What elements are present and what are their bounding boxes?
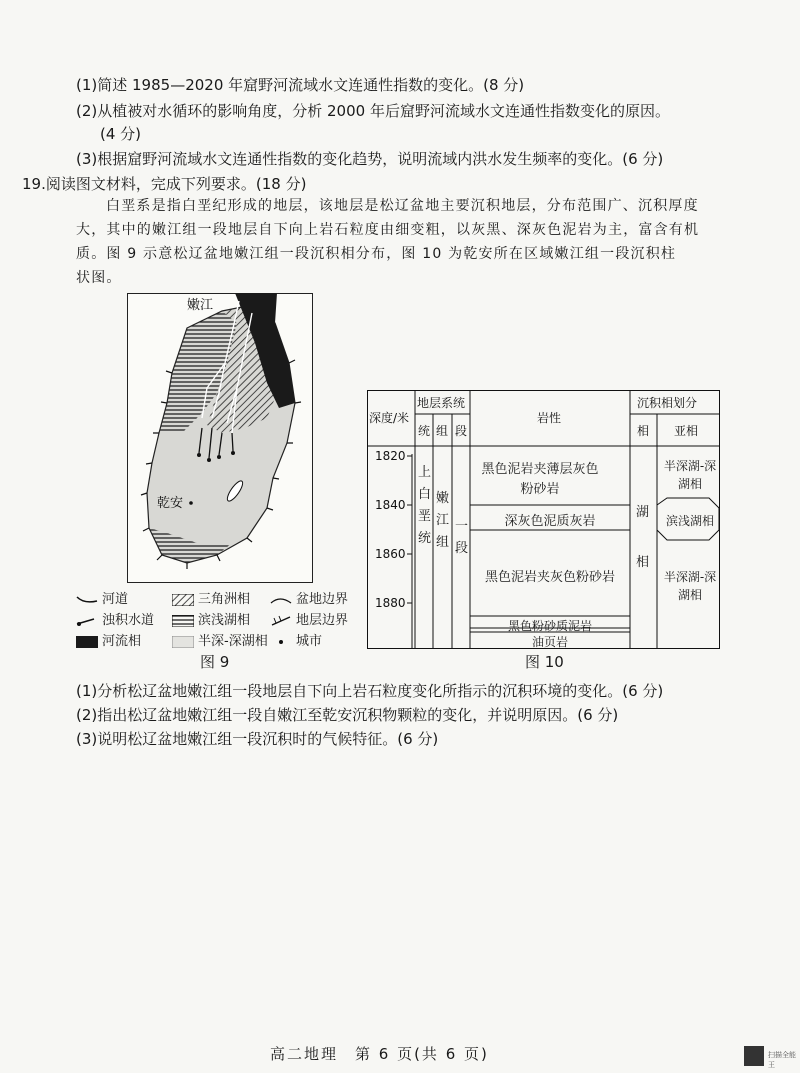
q19-para-line4: 状图。 <box>76 270 122 286</box>
column-formation-label: 嫩江组 <box>436 491 450 550</box>
q19-part3: (3)说明松辽盆地嫩江组一段沉积时的气候特征。(6 分) <box>76 730 439 748</box>
legend-deep-lake: 半深-深湖相 <box>172 630 268 649</box>
basin-boundary-icon <box>270 595 292 605</box>
strata-boundary-icon <box>270 615 292 627</box>
header-member: 段 <box>455 424 468 438</box>
column-system-label: 上白垩统 <box>418 465 432 546</box>
header-depth: 深度/米 <box>369 411 410 425</box>
legend-fluvial: 河流相 <box>76 630 141 649</box>
q19-para-line1: 白垩系是指白垩纪形成的地层，该地层是松辽盆地主要沉积地层，分布范围广、沉积厚度 <box>106 198 699 214</box>
city-icon <box>270 637 292 647</box>
map-label-nenjiang: 嫩江 <box>187 298 214 313</box>
depth-1880: 1880 <box>375 596 406 610</box>
river-icon <box>76 595 98 605</box>
header-system: 统 <box>418 424 431 438</box>
lithology-1: 黑色泥岩夹薄层灰色粉砂岩 <box>481 462 599 497</box>
shallow-lake-icon <box>172 615 194 627</box>
watermark-label: 扫描全能王 <box>768 1051 796 1069</box>
fig10-caption: 图 10 <box>525 653 564 671</box>
legend-delta: 三角洲相 <box>172 588 250 607</box>
facies-label: 湖相 <box>636 505 650 570</box>
header-facies: 相 <box>637 424 650 438</box>
header-facies-div: 沉积相划分 <box>637 396 698 410</box>
legend-turbidite: 浊积水道 <box>76 609 154 628</box>
page-footer: 高二地理 第 6 页(共 6 页) <box>270 1045 489 1063</box>
header-subfacies: 亚相 <box>674 424 699 438</box>
legend-river: 河道 <box>76 588 128 607</box>
map-label-qianan: 乾安 <box>157 496 184 511</box>
q18-part2: (2)从植被对水循环的影响角度，分析 2000 年后窟野河流域水文连通性指数变化的原因。 <box>76 102 670 120</box>
lithology-2: 深灰色泥质灰岩 <box>504 514 596 529</box>
q19-title: 19.阅读图文材料，完成下列要求。(18 分) <box>22 175 307 193</box>
legend-shallow-lake: 滨浅湖相 <box>172 609 250 628</box>
depth-1860: 1860 <box>375 547 406 561</box>
subfacies-1: 半深湖-深湖相 <box>663 459 717 491</box>
q18-part2-score: (4 分) <box>100 125 142 143</box>
header-lithology: 岩性 <box>537 411 562 425</box>
q19-part1: (1)分析松辽盆地嫩江组一段地层自下向上岩石粒度变化所指示的沉积环境的变化。(6 分) <box>76 682 664 700</box>
column-member-label: 一段 <box>455 519 469 556</box>
q19-para-line3: 质。图 9 示意松辽盆地嫩江组一段沉积相分布，图 10 为乾安所在区域嫩江组一段沉积柱 <box>76 246 677 262</box>
legend-strata-boundary: 地层边界 <box>270 609 348 628</box>
lithology-3: 黑色泥岩夹灰色粉砂岩 <box>484 570 615 585</box>
fluvial-icon <box>76 636 98 648</box>
fig9-caption: 图 9 <box>200 653 230 671</box>
deep-lake-icon <box>172 636 194 648</box>
q19-part2: (2)指出松辽盆地嫩江组一段自嫩江至乾安沉积物颗粒的变化，并说明原因。(6 分) <box>76 706 619 724</box>
qr-code-icon <box>744 1046 764 1066</box>
subfacies-2: 滨浅湖相 <box>665 514 714 528</box>
city-icon <box>189 501 193 505</box>
depth-1820: 1820 <box>375 449 406 463</box>
delta-icon <box>172 594 194 606</box>
subfacies-3: 半深湖-深湖相 <box>663 570 717 602</box>
distributary-channel-icon <box>76 616 98 626</box>
header-strata: 地层系统 <box>417 396 466 410</box>
q18-part3: (3)根据窟野河流域水文连通性指数的变化趋势，说明流域内洪水发生频率的变化。(6 分) <box>76 150 664 168</box>
q19-para-line2: 大，其中的嫩江组一段地层自下向上岩石粒度由细变粗，以灰黑、深灰色泥岩为主，富含有机 <box>76 222 700 238</box>
legend-city: 城市 <box>270 630 322 649</box>
header-formation: 组 <box>436 424 449 438</box>
lithology-5: 油页岩 <box>531 635 568 649</box>
q18-part1: (1)简述 1985—2020 年窟野河流域水文连通性指数的变化。(8 分) <box>76 76 525 94</box>
sedimentary-facies-map <box>127 293 313 583</box>
legend-basin-boundary: 盆地边界 <box>270 588 348 607</box>
depth-1840: 1840 <box>375 498 406 512</box>
lithology-4: 黑色粉砂质泥岩 <box>507 619 592 633</box>
